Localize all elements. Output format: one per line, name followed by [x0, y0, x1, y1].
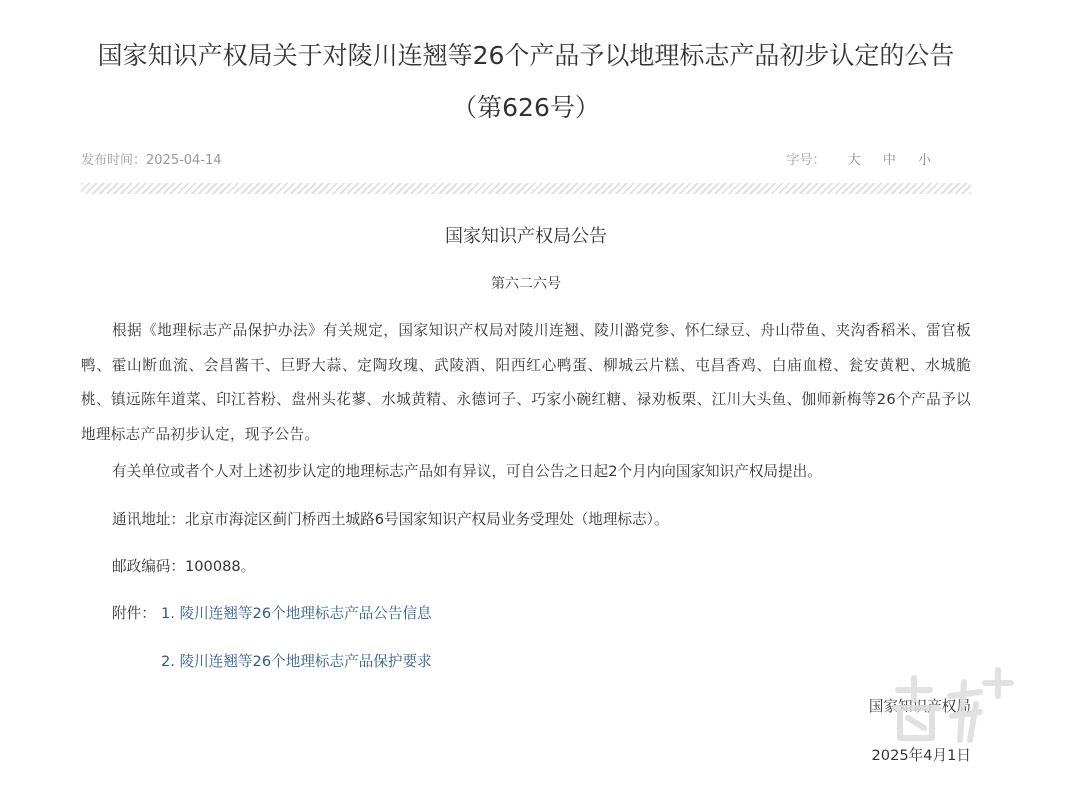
postcode-paragraph: 邮政编码：100088。: [112, 558, 256, 575]
objection-paragraph: 有关单位或者个人对上述初步认定的地理标志产品如有异议，可自公告之日起2个月内向国家知识产权局提出。: [112, 463, 822, 480]
attachment-link-2[interactable]: 2. 陵川连翘等26个地理标志产品保护要求: [161, 653, 432, 670]
font-size-selector: [787, 149, 931, 168]
document-number: 第六二六号: [491, 276, 561, 292]
font-size-large-button[interactable]: 大: [847, 153, 861, 168]
document-org-title: 国家知识产权局公告: [445, 226, 607, 247]
signature-org: 国家知识产权局: [868, 698, 971, 715]
font-size-medium-button[interactable]: 中: [882, 153, 896, 168]
hatched-divider: [81, 183, 971, 194]
publish-date: 发布时间：2025-04-14: [81, 153, 222, 168]
article-title-line2: （第626号）: [452, 93, 600, 122]
article-container: [81, 0, 971, 799]
signature-date: 2025年4月1日: [871, 747, 971, 764]
article-meta-bar: [81, 149, 971, 167]
article-title: [81, 30, 971, 134]
article-title-line1: 国家知识产权局关于对陵川连翘等26个产品予以地理标志产品初步认定的公告: [97, 41, 955, 70]
font-size-small-button[interactable]: 小: [917, 153, 931, 168]
attachment-link-1[interactable]: 1. 陵川连翘等26个地理标志产品公告信息: [161, 605, 432, 622]
address-paragraph: 通讯地址：北京市海淀区蓟门桥西土城路6号国家知识产权局业务受理处（地理标志）。: [112, 511, 669, 528]
attachment-label: 附件：: [112, 605, 156, 622]
main-paragraph: 根据《地理标志产品保护办法》有关规定，国家知识产权局对陵川连翘、陵川潞党参、怀仁绿豆、舟山带鱼、夹沟香稻米、雷官板鸭、霍山断血流、会昌酱干、巨野大蒜、定陶玫瑰、武陵酒、阳西红心鸭蛋、柳城云片糕、屯昌香鸡、白庙血橙、瓮安黄粑、水城脆桃、镇远陈年道菜、印江苔粉、盘州头花蓼、水城黄精、永德诃子、巧家小碗红糖、禄劝板栗、江川大头鱼、伽师新梅等26个产品予以地理标志产品初步认定，现予公告。: [81, 322, 971, 443]
font-size-label: 字号：: [786, 153, 826, 168]
